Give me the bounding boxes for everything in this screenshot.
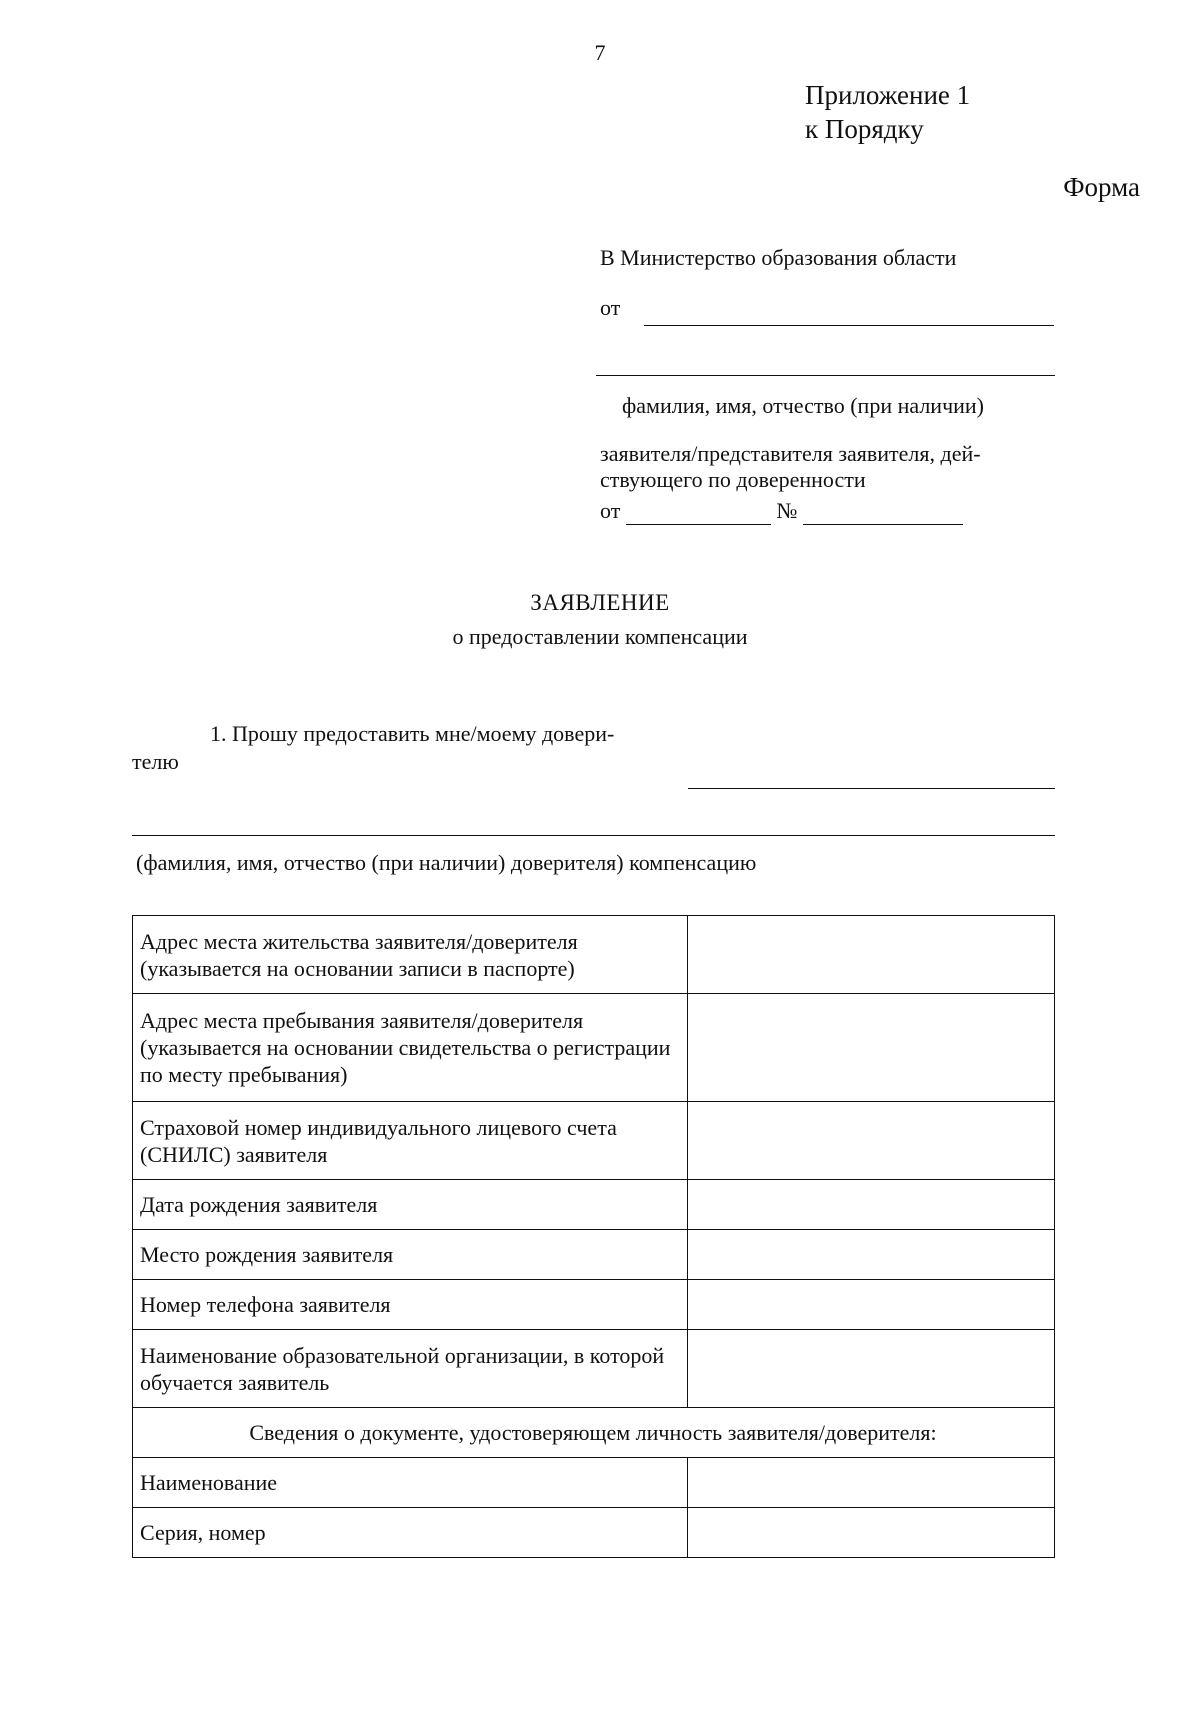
table-row [133,1230,1055,1280]
row-label-document-series-number: Серия, номер [133,1508,688,1558]
row-value-phone[interactable] [687,1280,1054,1330]
request-paragraph [132,720,692,776]
appendix-header [805,78,970,146]
row-value-document-series-number[interactable] [687,1508,1054,1558]
applicant-name-blank[interactable] [644,325,1054,326]
trustor-name-blank[interactable] [688,788,1055,789]
row-value-residence-address[interactable] [687,916,1054,994]
fio-caption: фамилия, имя, отчество (при наличии) [622,393,985,418]
row-value-birth-place[interactable] [687,1230,1054,1280]
compensation-caption: (фамилия, имя, отчество (при наличии) доверителя) компенсацию [136,850,757,875]
row-label-document-name: Наименование [133,1458,688,1508]
row-value-document-name[interactable] [687,1458,1054,1508]
request-line-1: 1. Прошу предоставить мне/моему довери- [210,721,615,746]
proxy-number-label: № [776,498,798,523]
table-row [133,916,1055,994]
applicant-name-blank-2[interactable] [596,375,1055,376]
table-row [133,1180,1055,1230]
table-row [133,1280,1055,1330]
proxy-date-blank[interactable] [626,498,771,525]
row-value-stay-address[interactable] [687,994,1054,1102]
table-row [133,1330,1055,1408]
row-value-snils[interactable] [687,1102,1054,1180]
proxy-number-blank[interactable] [803,498,963,525]
row-label-birth-place: Место рождения заявителя [133,1230,688,1280]
from-label: от [600,295,621,320]
appendix-line-2: к Порядку [805,114,924,144]
table-row [133,1102,1055,1180]
row-label-residence-address: Адрес места жительства заявителя/доверителя (указывается на основании записи в паспорте) [133,916,688,994]
proxy-from-label: от [600,498,621,523]
trustor-name-blank-2[interactable] [132,835,1055,836]
request-line-2: телю [132,749,179,774]
table-row [133,1508,1055,1558]
ministry-line: В Министерство образования области [600,245,957,270]
row-label-organization: Наименование образовательной организации, в которой обучается заявитель [133,1330,688,1408]
page-number: 7 [594,40,606,65]
row-label-stay-address: Адрес места пребывания заявителя/доверителя (указывается на основании свидетельства о регистрации по месту пребывания) [133,994,688,1102]
proxy-row [600,498,963,525]
row-value-birth-date[interactable] [687,1180,1054,1230]
table-row [133,994,1055,1102]
document-subtitle: о предоставлении компенсации [452,624,748,649]
applicant-info-table [132,915,1055,1558]
table-row [133,1458,1055,1508]
row-label-birth-date: Дата рождения заявителя [133,1180,688,1230]
identity-document-section-header: Сведения о документе, удостоверяющем личность заявителя/доверителя: [133,1408,1055,1458]
appendix-line-1: Приложение 1 [805,80,971,110]
row-value-organization[interactable] [687,1330,1054,1408]
form-label: Форма [1063,172,1140,202]
table-section-row [133,1408,1055,1458]
row-label-phone: Номер телефона заявителя [133,1280,688,1330]
document-title: ЗАЯВЛЕНИЕ [530,590,670,615]
applicant-description: заявителя/представителя заявителя, дей-ствующего по доверенности [600,441,981,492]
row-label-snils: Страховой номер индивидуального лицевого счета (СНИЛС) заявителя [133,1102,688,1180]
from-row [600,295,1055,321]
